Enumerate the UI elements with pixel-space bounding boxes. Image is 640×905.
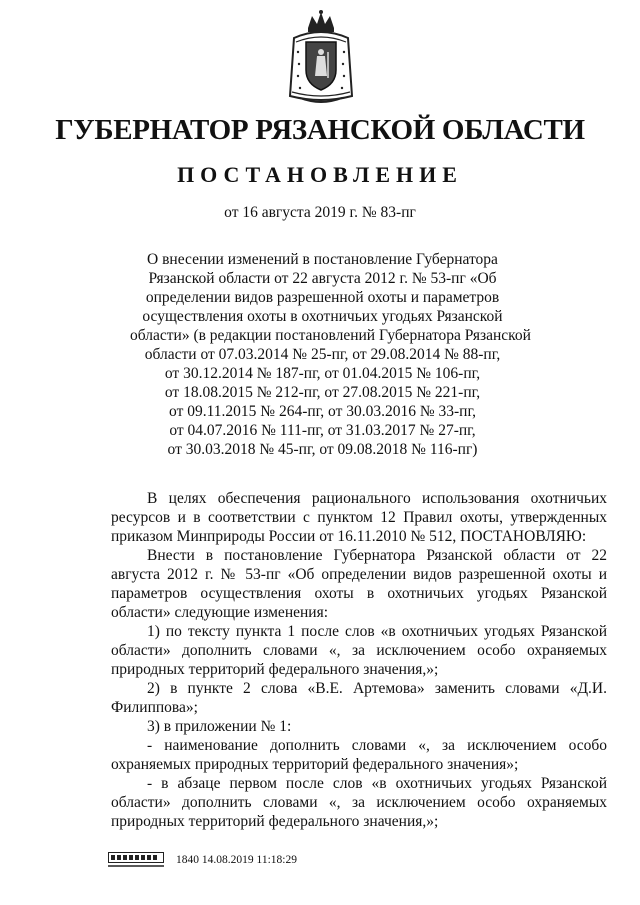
subject-line: от 18.08.2015 № 212-пг, от 27.08.2015 № 221-пг, bbox=[164, 384, 481, 401]
subject-line: области от 07.03.2014 № 25-пг, от 29.08.2014 № 88-пг, bbox=[144, 346, 501, 363]
body-paragraph: 1) по тексту пункта 1 после слов «в охотничьих угодьях Рязанской области» дополнить словами «, за исключением особо охраняемых природных территорий федерального значения,»; bbox=[111, 623, 607, 678]
body-paragraph: 2) в пункте 2 слова «В.Е. Артемова» заменить словами «Д.И. Филиппова»; bbox=[111, 680, 607, 716]
subject-line: Рязанской области от 22 августа 2012 г. № 53-пг «Об bbox=[148, 270, 497, 287]
document-subject bbox=[130, 250, 531, 459]
body-paragraph: - в абзаце первом после слов «в охотничьих угодьях Рязанской области» дополнить словами «, за исключением особо охраняемых природных территорий федерального значения,»; bbox=[111, 775, 607, 830]
issuer-title: ГУБЕРНАТОР РЯЗАНСКОЙ ОБЛАСТИ bbox=[55, 114, 585, 146]
stamp-logo-icon bbox=[108, 852, 164, 868]
body-paragraph: Внести в постановление Губернатора Рязанской области от 22 августа 2012 г. № 53-пг «Об определении видов разрешенной охоты и параметров осуществления охоты в охотничьих угодьях Рязанской области» следующие изменения: bbox=[111, 547, 607, 621]
registration-footer bbox=[108, 852, 297, 868]
body-paragraph: - наименование дополнить словами «, за исключением особо охраняемых природных территорий федерального значения»; bbox=[111, 737, 607, 773]
subject-line: от 30.12.2014 № 187-пг, от 01.04.2015 № 106-пг, bbox=[164, 365, 481, 382]
coat-of-arms-icon bbox=[286, 8, 356, 106]
document-date-number: от 16 августа 2019 г. № 83-пг bbox=[224, 204, 416, 221]
subject-line: О внесении изменений в постановление Губернатора bbox=[147, 251, 498, 268]
subject-line: от 09.11.2015 № 264-пг, от 30.03.2016 № 33-пг, bbox=[169, 403, 476, 420]
subject-line: определении видов разрешенной охоты и параметров bbox=[145, 289, 500, 306]
body-paragraph: В целях обеспечения рационального использования охотничьих ресурсов и в соответствии с пунктом 12 Правил охоты, утвержденных приказом Минприроды России от 16.11.2010 № 512, ПОСТАНОВЛЯЮ: bbox=[111, 490, 607, 545]
subject-line: осуществления охоты в охотничьих угодьях Рязанской bbox=[142, 308, 503, 325]
subject-line: от 04.07.2016 № 111-пг, от 31.03.2017 № 27-пг, bbox=[169, 422, 476, 439]
registration-mark: 1840 14.08.2019 11:18:29 bbox=[176, 854, 297, 866]
document-body bbox=[111, 489, 607, 831]
subject-line: области» (в редакции постановлений Губернатора Рязанской bbox=[130, 327, 531, 344]
document-type: ПОСТАНОВЛЕНИЕ bbox=[177, 162, 463, 187]
body-paragraph: 3) в приложении № 1: bbox=[147, 718, 292, 735]
subject-line: от 30.03.2018 № 45-пг, от 09.08.2018 № 116-пг) bbox=[167, 441, 478, 458]
